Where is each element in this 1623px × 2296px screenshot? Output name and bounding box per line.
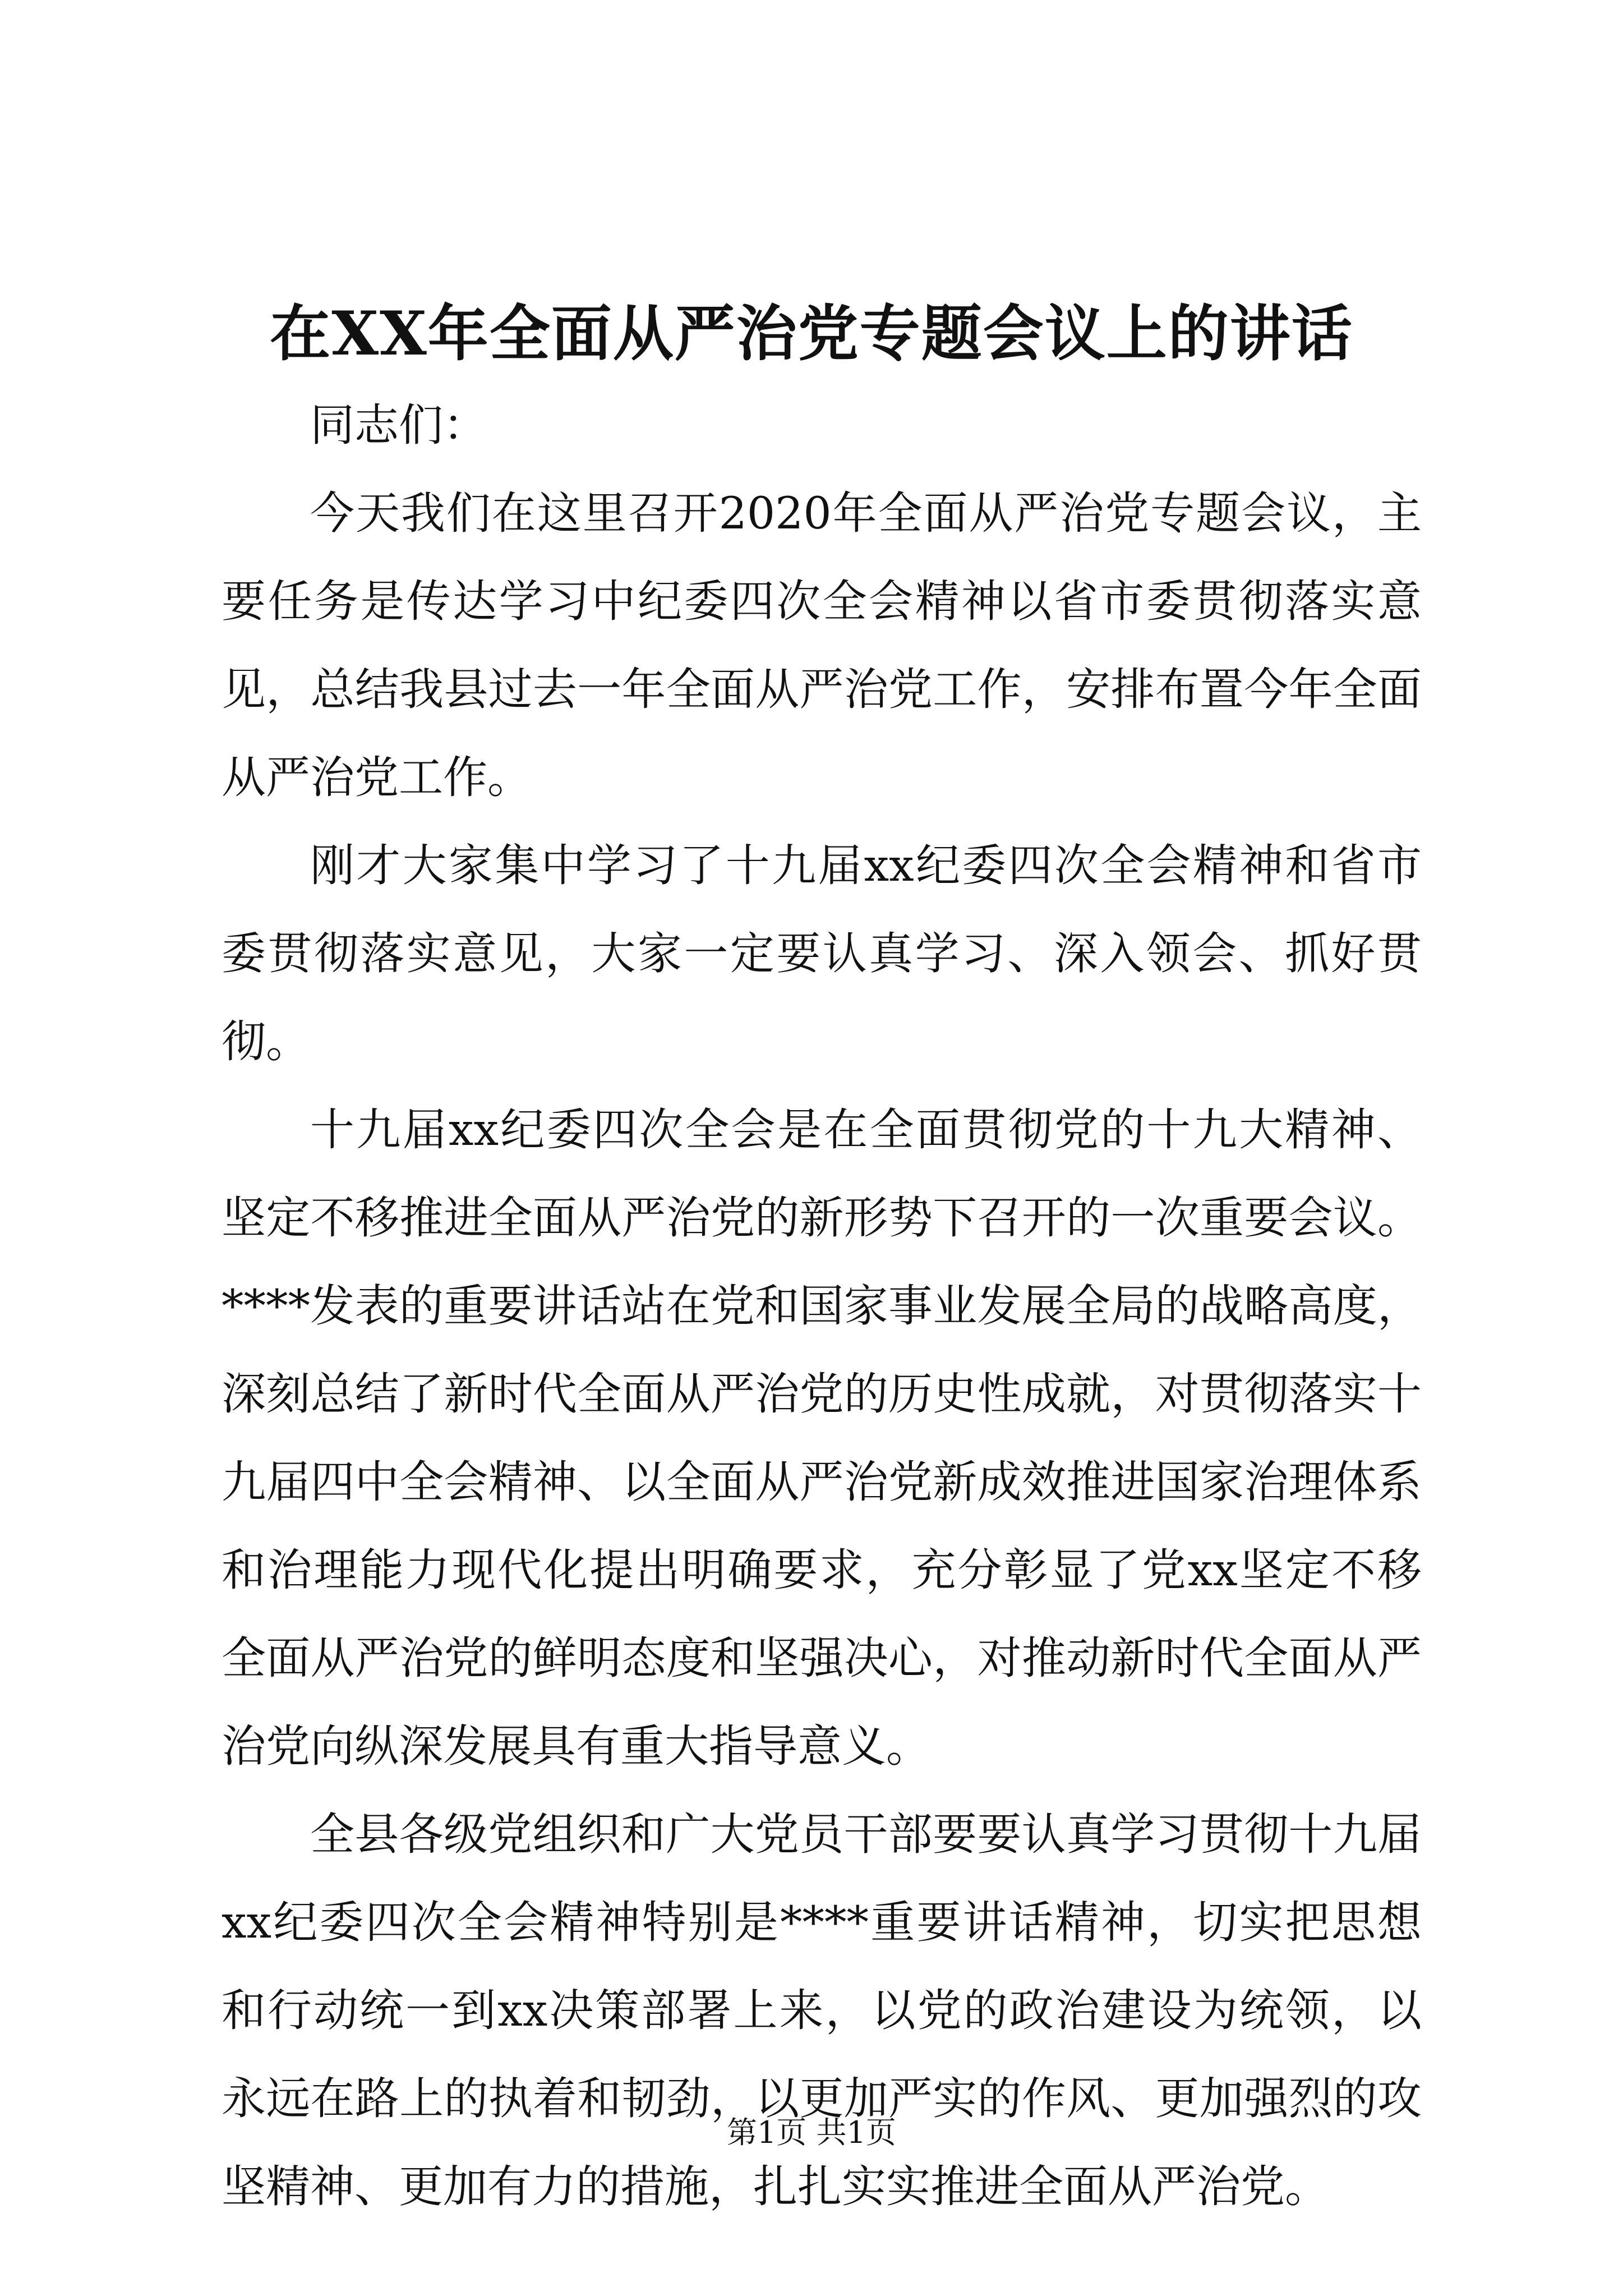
salutation: 同志们： (310, 399, 487, 451)
paragraph-2: 刚才大家集中学习了十九届xx纪委四次全会精神和省市委贯彻落实意见，大家一定要认真学习、深入领会、抓好贯彻。 (222, 840, 1422, 1068)
document-title: 在XX年全面从严治党专题会议上的讲话 (270, 298, 1353, 369)
document-body (222, 381, 1422, 2231)
paragraph-1: 今天我们在这里召开2020年全面从严治党专题会议，主要任务是传达学习中纪委四次全会精神以省市委贯彻落实意见，总结我县过去一年全面从严治党工作，安排布置今年全面从严治党工作。 (222, 487, 1422, 803)
paragraph-3: 十九届xx纪委四次全会是在全面贯彻党的十九大精神、坚定不移推进全面从严治党的新形势下召开的一次重要会议。****发表的重要讲话站在党和国家事业发展全局的战略高度，深刻总结了新时代全面从严治党的历史性成就，对贯彻落实十九届四中全会精神、以全面从严治党新成效推进国家治理体系和治理能力现代化提出明确要求，充分彰显了党xx坚定不移全面从严治党的鲜明态度和坚强决心，对推动新时代全面从严治党向纵深发展具有重大指导意义。 (222, 1104, 1422, 1772)
paragraph-4: 全县各级党组织和广大党员干部要要认真学习贯彻十九届xx纪委四次全会精神特别是****重要讲话精神，切实把思想和行动统一到xx决策部署上来，以党的政治建设为统领，以永远在路上的执着和韧劲，以更加严实的作风、更加强烈的攻坚精神、更加有力的措施，扎扎实实推进全面从严治党。 (222, 1809, 1422, 2212)
page-footer: 第1页 共1页 (727, 2115, 896, 2150)
